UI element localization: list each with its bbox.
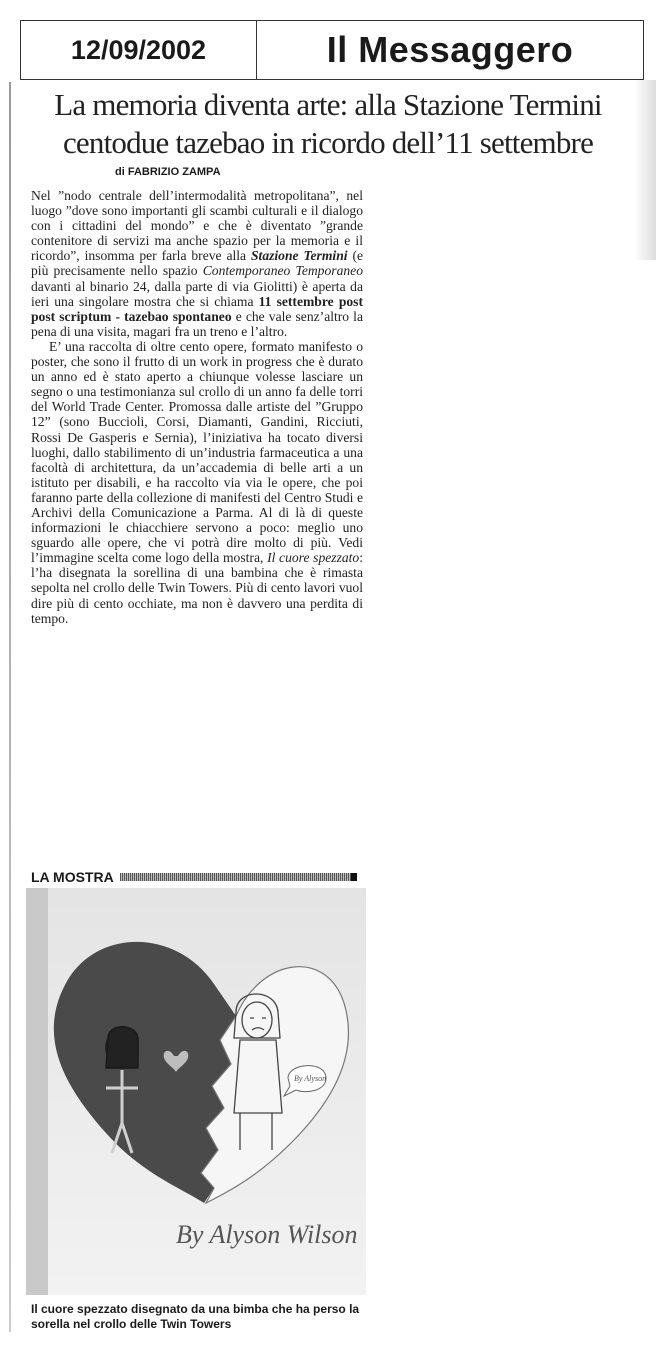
page-corner-shadow	[634, 80, 656, 260]
clipping-header	[20, 20, 644, 80]
exhibition-title: 11 settembre post post scriptum - tazebao spontaneo	[31, 293, 363, 324]
emphasis-stazione-termini: Stazione Termini	[250, 248, 348, 264]
section-label-text: LA MOSTRA	[31, 869, 114, 885]
emphasis-space-name: Contemporaneo Temporaneo	[202, 263, 363, 279]
article-headline	[28, 86, 628, 162]
article-paragraph-1: Nel ”nodo centrale dell’intermodalità metropolitana”, nel luogo ”dove sono importanti gli scambi culturali e il dialogo con i cittadini del mondo” e che è diventato ”grande contenitore di servizi ma anche spazio per la memoria e il ricordo”, insomma per farla breve alla Stazione Termini (e più precisamente nello spazio Contemporaneo Temporaneo davanti al binario 24, dalla parte di via Giolitti) è aperta da ieri una singolare mostra che si chiama 11 settembre post post scriptum - tazebao spontaneo e che vale senz’altro la pena di una visita, magari fra un treno e l’altro.	[31, 188, 364, 339]
headline-line-2: centodue tazebao in ricordo dell’11 settembre	[62, 125, 594, 160]
article-body	[31, 188, 363, 626]
publication-date: 12/09/2002	[21, 21, 257, 79]
artwork-photo	[26, 888, 366, 1295]
newspaper-name: Il Messaggero	[326, 29, 574, 70]
photo-caption: Il cuore spezzato disegnato da una bimba che ha perso la sorella nel crollo delle Twin Towers	[31, 1302, 360, 1331]
section-label	[31, 868, 357, 886]
artist-signature: By Alyson Wilson	[176, 1220, 358, 1249]
byline: di FABRIZIO ZAMPA	[115, 166, 221, 178]
section-rule	[120, 873, 357, 881]
bubble-note: By Alyson	[294, 1074, 327, 1083]
headline-line-1: La memoria diventa arte: alla Stazione Termini	[54, 87, 602, 122]
broken-heart-drawing	[26, 888, 366, 1295]
emphasis-artwork-title: Il cuore spezzato	[267, 550, 360, 566]
article-paragraph-2: E’ una raccolta di oltre cento opere, formato manifesto o poster, che sono il frutto di un work in progress che è durato un anno ed è stato aperto a chiunque volesse lasciare un segno o una testimonianza sul crollo di un anno fa delle torri del World Trade Center. Promossa dalle artiste del ”Gruppo 12” (sono Buccioli, Corsi, Diamanti, Gandini, Ricciuti, Rossi De Gasperis e Sernia), l’iniziativa ha tocato diversi luoghi, dallo stabilimento di un’industria farmaceutica a una facoltà di architettura, da un’accademia di belle arti a un istituto per disabili, e ha raccolto via via le opere, che poi faranno parte della collezione di manifesti del Centro Studi e Archivi della Comunicazione a Parma. Al di là di queste informazioni le chiacchiere servono a poco: meglio uno sguardo alle opere, che vi potrà dire molto di più. Vedi l’immagine scelta come logo della mostra, Il cuore spezzato: l’ha disegnata la sorellina di una bambina che è rimasta sepolta nel crollo delle Twin Towers. Più di cento lavori vuol dire più di cento occhiate, ma non è davvero una perdita di tempo.	[31, 338, 364, 626]
page-edge-shadow	[9, 82, 11, 1332]
